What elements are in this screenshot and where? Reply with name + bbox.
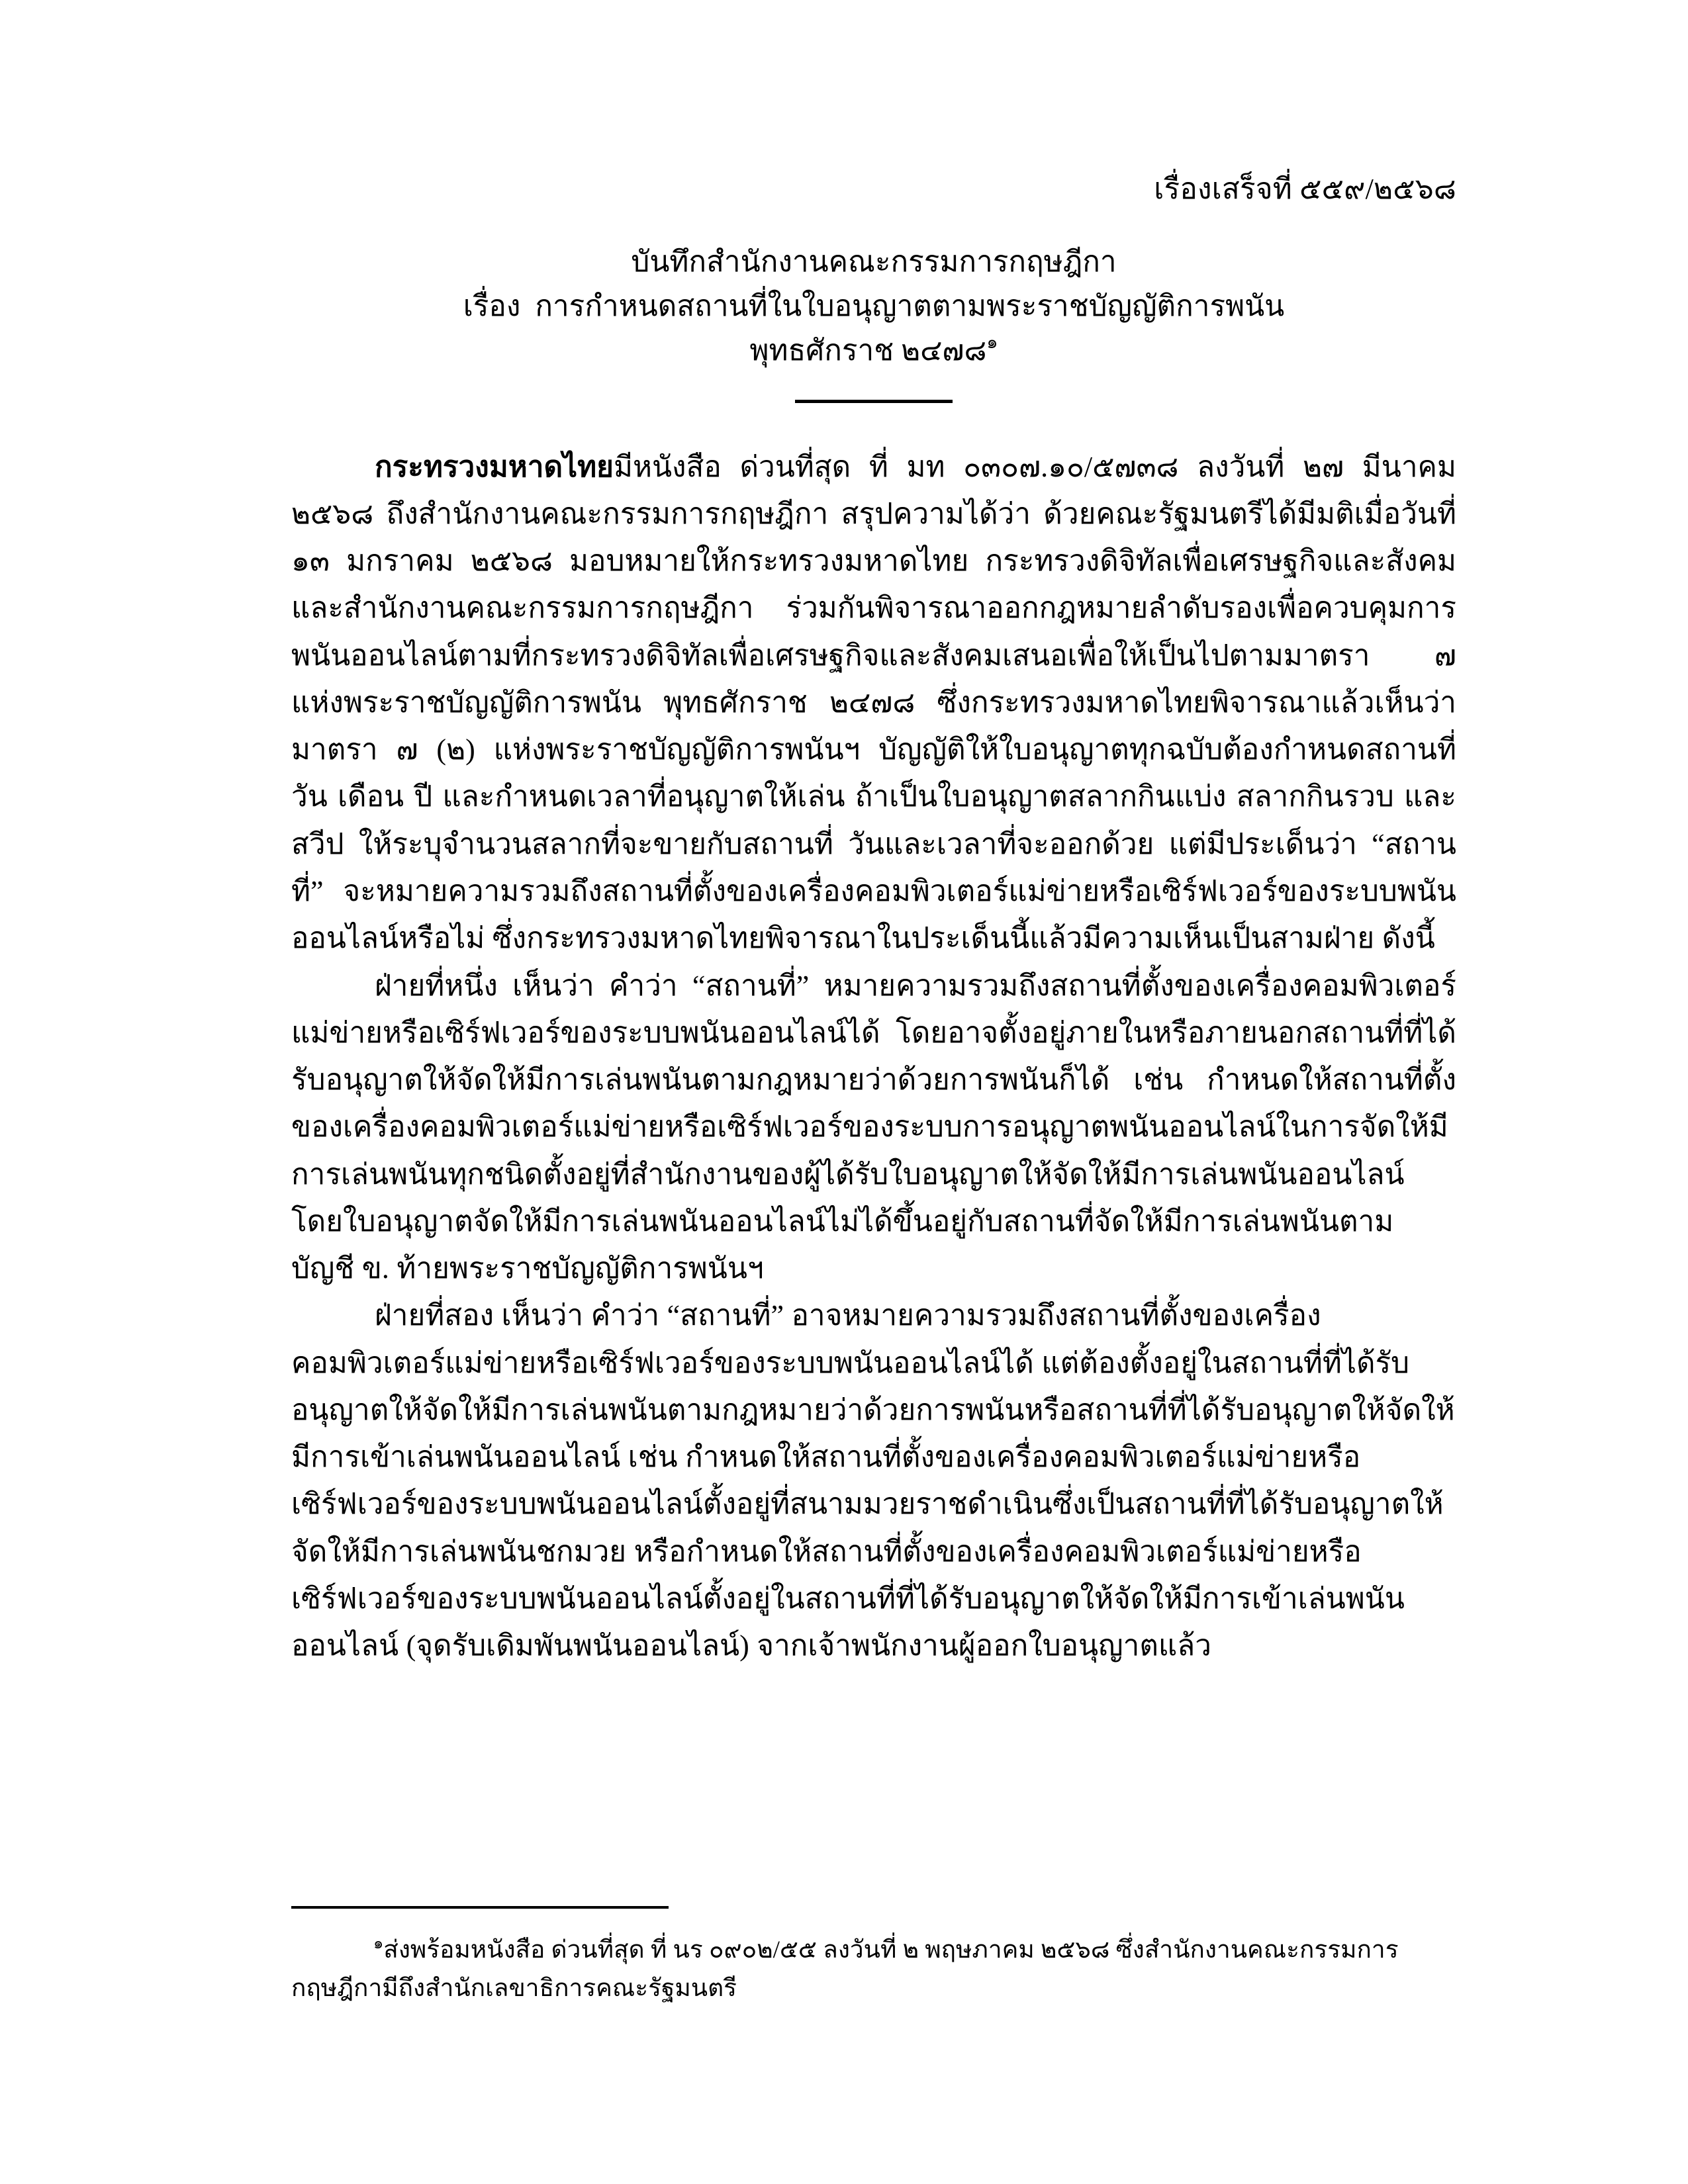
title-line-2: เรื่อง การกำหนดสถานที่ในใบอนุญาตตามพระราชบัญญัติการพนัน xyxy=(463,289,1285,322)
footnote-area xyxy=(291,1906,1456,2007)
title-line-1: บันทึกสำนักงานคณะกรรมการกฤษฎีกา xyxy=(631,246,1117,278)
title-rule-container xyxy=(291,394,1456,406)
paragraph-3-text: ฝ่ายที่สอง เห็นว่า คำว่า “สถานที่” อาจหมายความรวมถึงสถานที่ตั้งของเครื่องคอมพิวเตอร์แม่ข่ายหรือเซิร์ฟเวอร์ของระบบพนันออนไลน์ได้ แต่ต้องตั้งอยู่ในสถานที่ที่ได้รับอนุญาตให้จัดให้มีการเล่นพนันตามกฎหมายว่าด้วยการพนันหรือสถานที่ที่ได้รับอนุญาตให้จัดให้มีการเข้าเล่นพนันออนไลน์ เช่น กำหนดให้สถานที่ตั้งของเครื่องคอมพิวเตอร์แม่ข่ายหรือเซิร์ฟเวอร์ของระบบพนันออนไลน์ตั้งอยู่ที่สนามมวยราชดำเนินซึ่งเป็นสถานที่ที่ได้รับอนุญาตให้จัดให้มีการเล่นพนันชกมวย หรือกำหนดให้สถานที่ตั้งของเครื่องคอมพิวเตอร์แม่ข่ายหรือเซิร์ฟเวอร์ของระบบพนันออนไลน์ตั้งอยู่ในสถานที่ที่ได้รับอนุญาตให้จัดให้มีการเข้าเล่นพนันออนไลน์ (จุดรับเดิมพันพนันออนไลน์) จากเจ้าพนักงานผู้ออกใบอนุญาตแล้ว xyxy=(291,1299,1455,1662)
title-divider xyxy=(795,400,953,403)
document-content xyxy=(291,0,1456,1670)
document-number: เรื่องเสร็จที่ ๕๕๙/๒๕๖๘ xyxy=(1154,173,1456,205)
footnote-text: ส่งพร้อมหนังสือ ด่วนที่สุด ที่ นร ๐๙๐๒/๕๕ ลงวันที่ ๒ พฤษภาคม ๒๕๖๘ ซึ่งสำนักงานคณะกรรมการกฤษฎีกามีถึงสำนักเลขาธิการคณะรัฐมนตรี xyxy=(291,1936,1399,2002)
paragraph-1-lead: กระทรวงมหาดไทย xyxy=(375,450,614,483)
footnote-divider xyxy=(291,1906,669,1909)
title-line-3-text: พุทธศักราช ๒๔๗๘ xyxy=(749,334,987,367)
paragraph-1 xyxy=(291,443,1456,962)
paragraph-3 xyxy=(291,1292,1456,1669)
title-line-3 xyxy=(291,329,1456,373)
title-block xyxy=(291,240,1456,406)
paragraph-1-text: มีหนังสือ ด่วนที่สุด ที่ มท ๐๓๐๗.๑๐/๕๗๓๘ ลงวันที่ ๒๗ มีนาคม ๒๕๖๘ ถึงสำนักงานคณะกรรมการกฤษฎีกา สรุปความได้ว่า ด้วยคณะรัฐมนตรีได้มีมติเมื่อวันที่ ๑๓ มกราคม ๒๕๖๘ มอบหมายให้กระทรวงมหาดไทย กระทรวงดิจิทัลเพื่อเศรษฐกิจและสังคม และสำนักงานคณะกรรมการกฤษฎีกา ร่วมกันพิจารณาออกกฎหมายลำดับรองเพื่อควบคุมการพนันออนไลน์ตามที่กระทรวงดิจิทัลเพื่อเศรษฐกิจและสังคมเสนอเพื่อให้เป็นไปตามมาตรา ๗ แห่งพระราชบัญญัติการพนัน พุทธศักราช ๒๔๗๘ ซึ่งกระทรวงมหาดไทยพิจารณาแล้วเห็นว่า มาตรา ๗ (๒) แห่งพระราชบัญญัติการพนันฯ บัญญัติให้ใบอนุญาตทุกฉบับต้องกำหนดสถานที่ วัน เดือน ปี และกำหนดเวลาที่อนุญาตให้เล่น ถ้าเป็นใบอนุญาตสลากกินแบ่ง สลากกินรวบ และสวีป ให้ระบุจำนวนสลากที่จะขายกับสถานที่ วันและเวลาที่จะออกด้วย แต่มีประเด็นว่า “สถานที่” จะหมายความรวมถึงสถานที่ตั้งของเครื่องคอมพิวเตอร์แม่ข่ายหรือเซิร์ฟเวอร์ของระบบพนันออนไลน์หรือไม่ ซึ่งกระทรวงมหาดไทยพิจารณาในประเด็นนี้แล้วมีความเห็นเป็นสามฝ่าย ดังนี้ xyxy=(291,450,1456,955)
footnote xyxy=(291,1931,1456,2007)
title-footnote-marker: ๑ xyxy=(986,332,998,352)
body-text xyxy=(291,443,1456,1670)
paragraph-2-text: ฝ่ายที่หนึ่ง เห็นว่า คำว่า “สถานที่” หมายความรวมถึงสถานที่ตั้งของเครื่องคอมพิวเตอร์แม่ข่ายหรือเซิร์ฟเวอร์ของระบบพนันออนไลน์ได้ โดยอาจตั้งอยู่ภายในหรือภายนอกสถานที่ที่ได้รับอนุญาตให้จัดให้มีการเล่นพนันตามกฎหมายว่าด้วยการพนันก็ได้ เช่น กำหนดให้สถานที่ตั้งของเครื่องคอมพิวเตอร์แม่ข่ายหรือเซิร์ฟเวอร์ของระบบการอนุญาตพนันออนไลน์ในการจัดให้มีการเล่นพนันทุกชนิดตั้งอยู่ที่สำนักงานของผู้ได้รับใบอนุญาตให้จัดให้มีการเล่นพนันออนไลน์ โดยใบอนุญาตจัดให้มีการเล่นพนันออนไลน์ไม่ได้ขึ้นอยู่กับสถานที่จัดให้มีการเล่นพนันตามบัญชี ข. ท้ายพระราชบัญญัติการพนันฯ xyxy=(291,969,1456,1285)
paragraph-2 xyxy=(291,962,1456,1293)
footnote-marker: ๑ xyxy=(373,1935,384,1952)
